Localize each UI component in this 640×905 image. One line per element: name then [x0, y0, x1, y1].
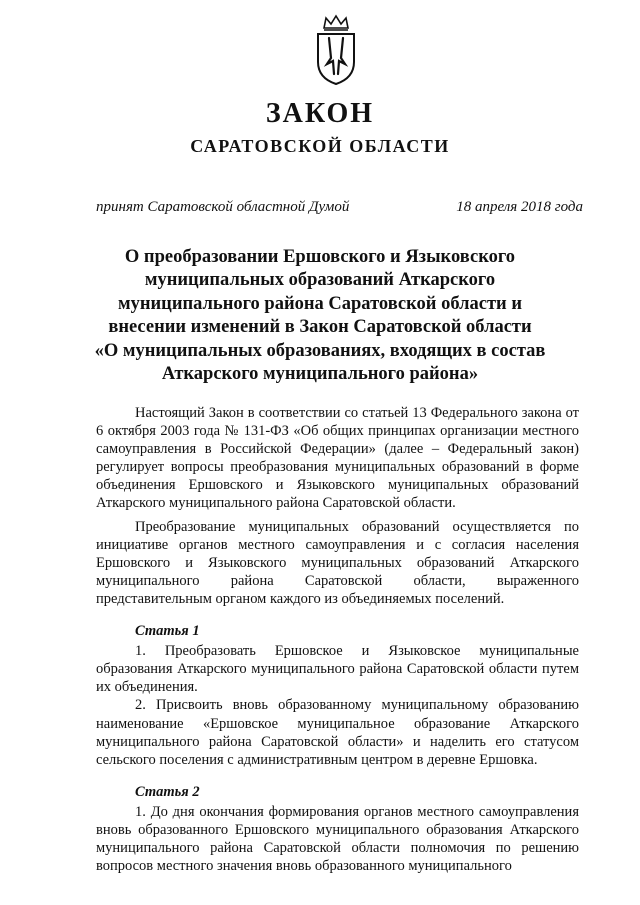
preamble-paragraph: Настоящий Закон в соответствии со статьей 13 Федерального закона от 6 октября 2003 года № 131-ФЗ «Об общих принципах организации местного самоуправления в Российской Федерации» (далее – Федеральный закон) регулирует вопросы преобразования муниципальных образований в форме объединения Ершовского и Языковского муниципальных образований Аткарского муниципального района Саратовской области.	[96, 405, 579, 512]
region-name: САРАТОВСКОЙ ОБЛАСТИ	[190, 136, 450, 156]
adoption-date: 18 апреля 2018 года	[456, 199, 583, 215]
preamble-paragraph: Преобразование муниципальных образований осуществляется по инициативе органов местного самоуправления и с согласия населения Ершовского и Языковского муниципальных образований Аткарского муниципального района Саратовской области, выраженного представительным органом каждого из объединяемых поселений.	[96, 518, 579, 607]
title-line: О преобразовании Ершовского и Языковского	[124, 247, 516, 267]
title-line: муниципальных образований Аткарского	[144, 270, 496, 291]
law-title: ЗАКОН	[265, 98, 375, 129]
title-line: «О муниципальных образованиях, входящих в состав	[94, 340, 546, 361]
law-subject-title	[86, 246, 554, 386]
adoption-body: принят Саратовской областной Думой	[96, 199, 350, 215]
title-line: муниципального района Саратовской области и	[117, 293, 523, 314]
article-heading: Статья 2	[135, 783, 200, 800]
article-paragraph: 2. Присвоить вновь образованному муниципальному образованию наименование «Ершовское муниципальное образование Аткарского муниципального района Саратовской области» и наделить его статусом сельского поселения с административным центром в деревне Ершовка.	[96, 697, 579, 768]
article-paragraph: 1. Преобразовать Ершовское и Языковское муниципальные образования Аткарского муниципального района Саратовской области путем их объединения.	[96, 643, 579, 696]
title-line: Аткарского муниципального района»	[161, 364, 479, 385]
title-line: внесении изменений в Закон Саратовской области	[108, 317, 532, 338]
article-paragraph: 1. До дня окончания формирования органов местного самоуправления вновь образованного Ершовского муниципального образования Аткарского муниципального района Саратовской области полномочия по решению вопросов местного значения вновь образованного муниципального	[96, 803, 579, 875]
law-body	[96, 404, 579, 875]
article-heading: Статья 1	[135, 623, 200, 640]
saratov-coat-of-arms-icon	[312, 14, 360, 86]
